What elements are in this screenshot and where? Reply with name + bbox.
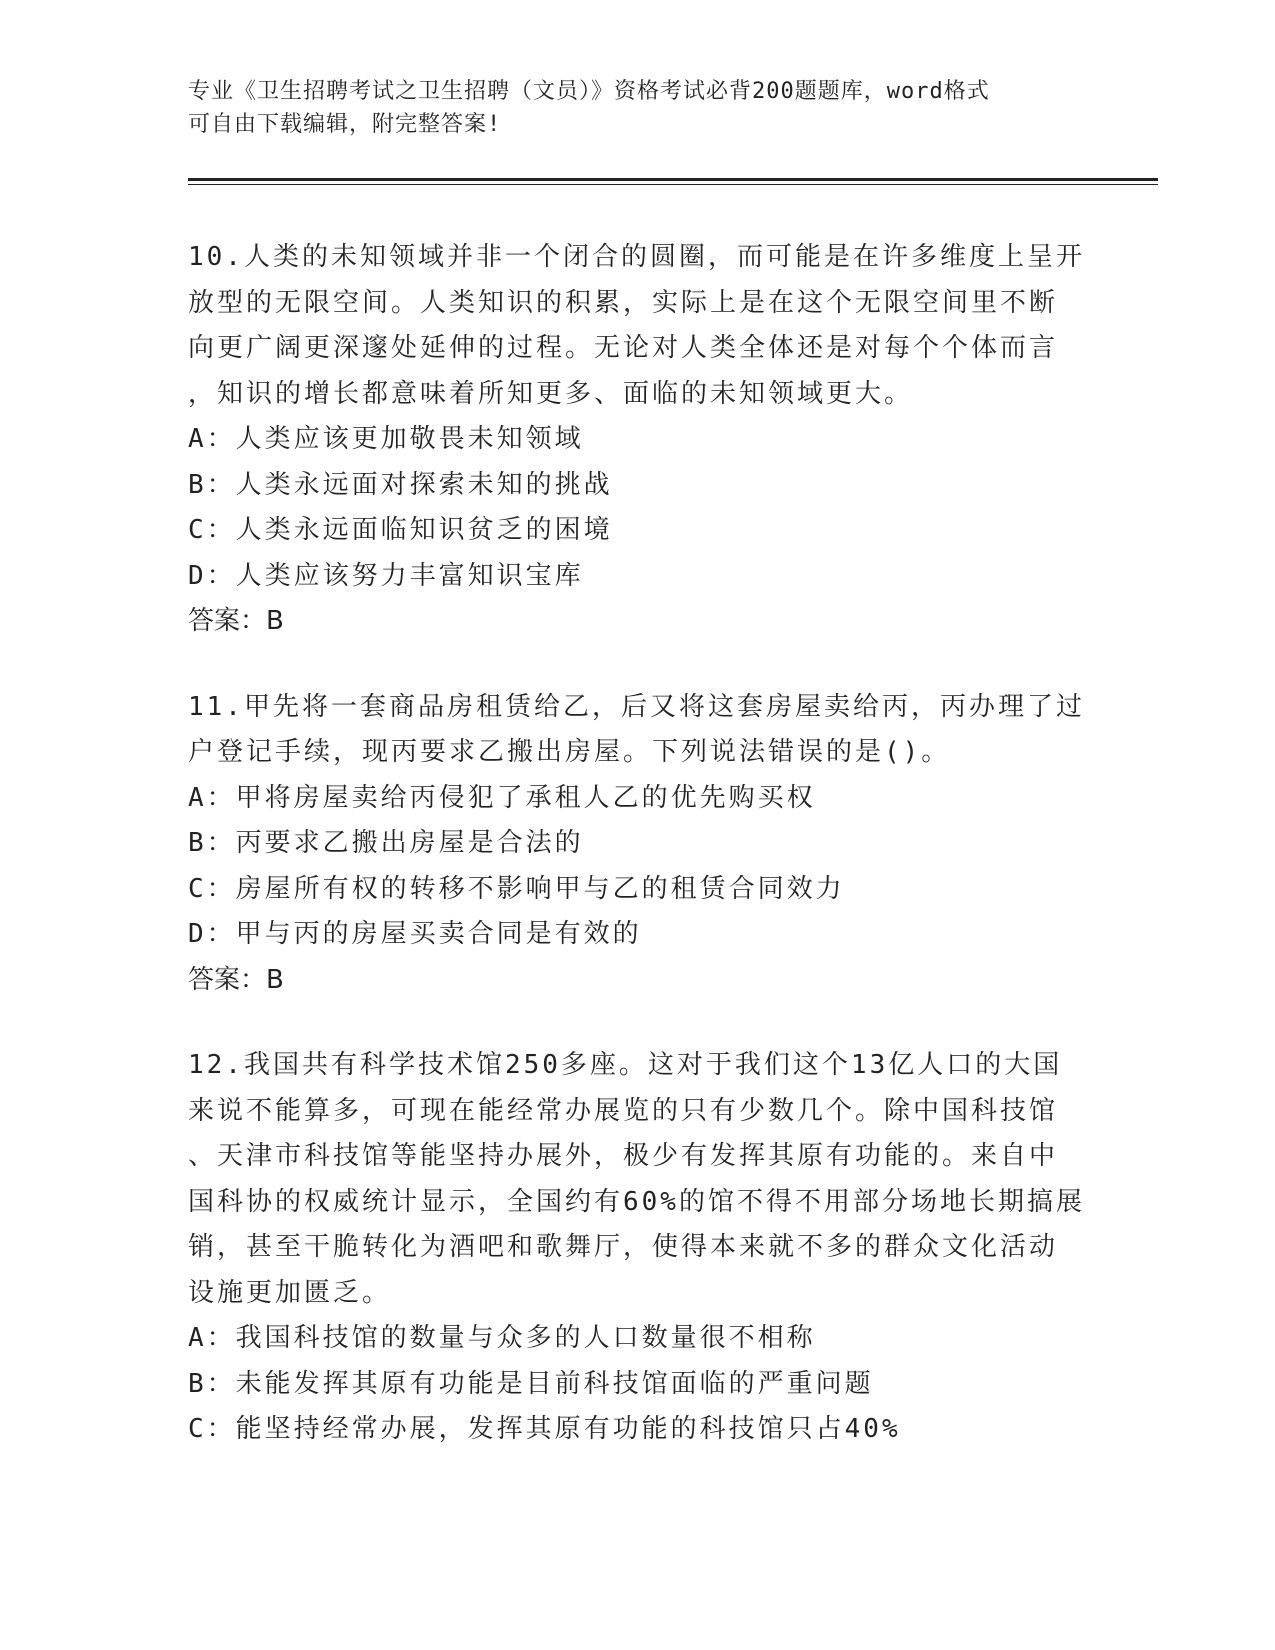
question-11 (188, 685, 1088, 1004)
question-list (188, 235, 1088, 1493)
question-stem-line: 来说不能算多，可现在能经常办展览的只有少数几个。除中国科技馆 (188, 1095, 1059, 1126)
option-a: A：我国科技馆的数量与众多的人口数量很不相称 (188, 1323, 816, 1353)
option-a: A：人类应该更加敬畏未知领域 (188, 424, 584, 454)
question-stem-line: 国科协的权威统计显示，全国约有60%的馆不得不用部分场地长期搞展 (188, 1186, 1085, 1217)
question-stem-line: ，知识的增长都意味着所知更多、面临的未知领域更大。 (188, 378, 914, 409)
option-c: C：人类永远面临知识贫乏的困境 (188, 515, 613, 545)
header-line-2: 可自由下载编辑，附完整答案! (188, 112, 502, 137)
option-b: B：人类永远面对探索未知的挑战 (188, 469, 613, 500)
header-divider-thick (188, 178, 1158, 181)
question-12 (188, 1043, 1088, 1453)
question-stem-line: 12.我国共有科学技术馆250多座。这对于我们这个13亿人口的大国 (188, 1050, 1063, 1080)
option-b: B：未能发挥其原有功能是目前科技馆面临的严重问题 (188, 1368, 874, 1399)
question-stem-line: 向更广阔更深邃处延伸的过程。无论对人类全体还是对每个个体而言 (188, 333, 1059, 363)
question-stem-line: 销，甚至干脆转化为酒吧和歌舞厅，使得本来就不多的群众文化活动 (188, 1232, 1059, 1262)
answer-label: 答案：B (188, 606, 284, 636)
option-d: D：甲与丙的房屋买卖合同是有效的 (188, 919, 642, 949)
header-line-1: 专业《卫生招聘考试之卫生招聘（文员）》资格考试必背200题题库，word格式 (188, 79, 990, 104)
answer-label: 答案：B (188, 964, 284, 995)
header-divider-thin (188, 184, 1158, 185)
question-stem-line: 设施更加匮乏。 (188, 1277, 392, 1308)
option-c: C：能坚持经常办展，发挥其原有功能的科技馆只占40% (188, 1414, 901, 1444)
option-b: B：丙要求乙搬出房屋是合法的 (188, 828, 584, 858)
question-stem-line: 11.甲先将一套商品房租赁给乙，后又将这套房屋卖给丙，丙办理了过 (188, 691, 1085, 722)
question-10 (188, 235, 1088, 645)
question-stem-line: 10.人类的未知领域并非一个闭合的圆圈，而可能是在许多维度上呈开 (188, 242, 1085, 272)
question-stem-line: 、天津市科技馆等能坚持办展外，极少有发挥其原有功能的。来自中 (188, 1141, 1059, 1171)
option-c: C：房屋所有权的转移不影响甲与乙的租赁合同效力 (188, 873, 845, 904)
option-a: A：甲将房屋卖给丙侵犯了承租人乙的优先购买权 (188, 782, 816, 813)
page-header (188, 75, 1088, 141)
option-d: D：人类应该努力丰富知识宝库 (188, 560, 584, 591)
question-stem-line: 放型的无限空间。人类知识的积累，实际上是在这个无限空间里不断 (188, 287, 1059, 318)
question-stem-line: 户登记手续，现丙要求乙搬出房屋。下列说法错误的是()。 (188, 737, 951, 767)
